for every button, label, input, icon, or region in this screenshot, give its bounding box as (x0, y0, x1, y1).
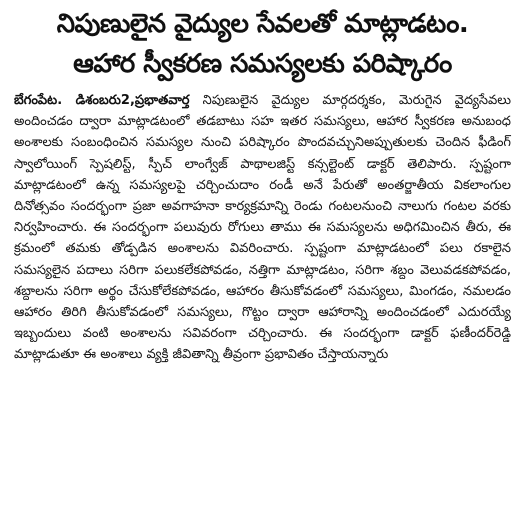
headline (14, 4, 511, 84)
article-text: నిపుణులైన వైద్యుల మార్గదర్శకం, మెరుగైన వైద్యసేవలు అందించడం ద్వారా మాట్లాడటంలో తడబాటు సహ ఇతర సమస్యలు, ఆహార స్వీకరణ అనుబంధ అంశాలకు సంబంధించిన సమస్యల నుంచి పరిష్కారం పొందవచ్చునిఅప్పుతులకు చెందిన ఫీడింగ్ స్వాలోయింగ్ స్పెషలిస్ట్, స్పీచ్ లాంగ్వేజ్ పాథాలజిస్ట్ కన్సల్టెంట్ డాక్టర్ తెలిపారు. స్పష్టంగా మాట్లాడటంలో ఉన్న సమస్యలపై చర్చించుదాం రండీ అనే పేరుతో అంతర్జాతీయ వికలాంగుల దినోత్సవం సందర్భంగా ప్రజా అవగాహనా కార్యక్రమాన్ని రెండు గంటలనుంచి నాలుగు గంటల వరకు నిర్వహించారు. ఈ సందర్భంగా పలువురు రోగులు తాము ఈ సమస్యలను అధిగమించిన తీరు, ఈ క్రమంలో తమకు తోడ్పడిన అంశాలను వివరించారు. స్పష్టంగా మాట్లాడటంలో పలు రకాలైన సమస్యలైన పదాలు సరిగా పలుకలేకపోవడం, నత్తిగా మాట్లాడటం, సరిగా శబ్దం వెలువడకపోవడం, శబ్దాలను సరిగా అర్థం చేసుకోలేకపోవడం, ఆహారం తీసుకోవడంలో సమస్యలు, మింగడం, నమలడం ఆహారం తిరిగి తీసుకోవడంలో సమస్యలు, గొట్టం ద్వారా ఆహారాన్ని అందించడంలో ఎదురయ్యే ఇబ్బందులు వంటి అంశాలను సవివరంగా చర్చించారు. ఈ సందర్భంగా డాక్టర్ ఫణీందర్‌రెడ్డి మాట్లాడుతూ ఈ అంశాలు వ్యక్తి జీవితాన్ని తీవ్రంగా ప్రభావితం చేస్తాయన్నారు (14, 93, 512, 363)
dateline: బేగంపేట. డిశంబరు2,ప్రభాతవార్త (14, 93, 190, 108)
headline-line-2: ఆహార స్వీకరణ సమస్యలకు పరిష్కారం (73, 49, 452, 79)
article-body (14, 90, 511, 366)
headline-line-1: నిపుణులైన వైద్యుల సేవలతో మాట్లాడటం. (56, 9, 469, 39)
